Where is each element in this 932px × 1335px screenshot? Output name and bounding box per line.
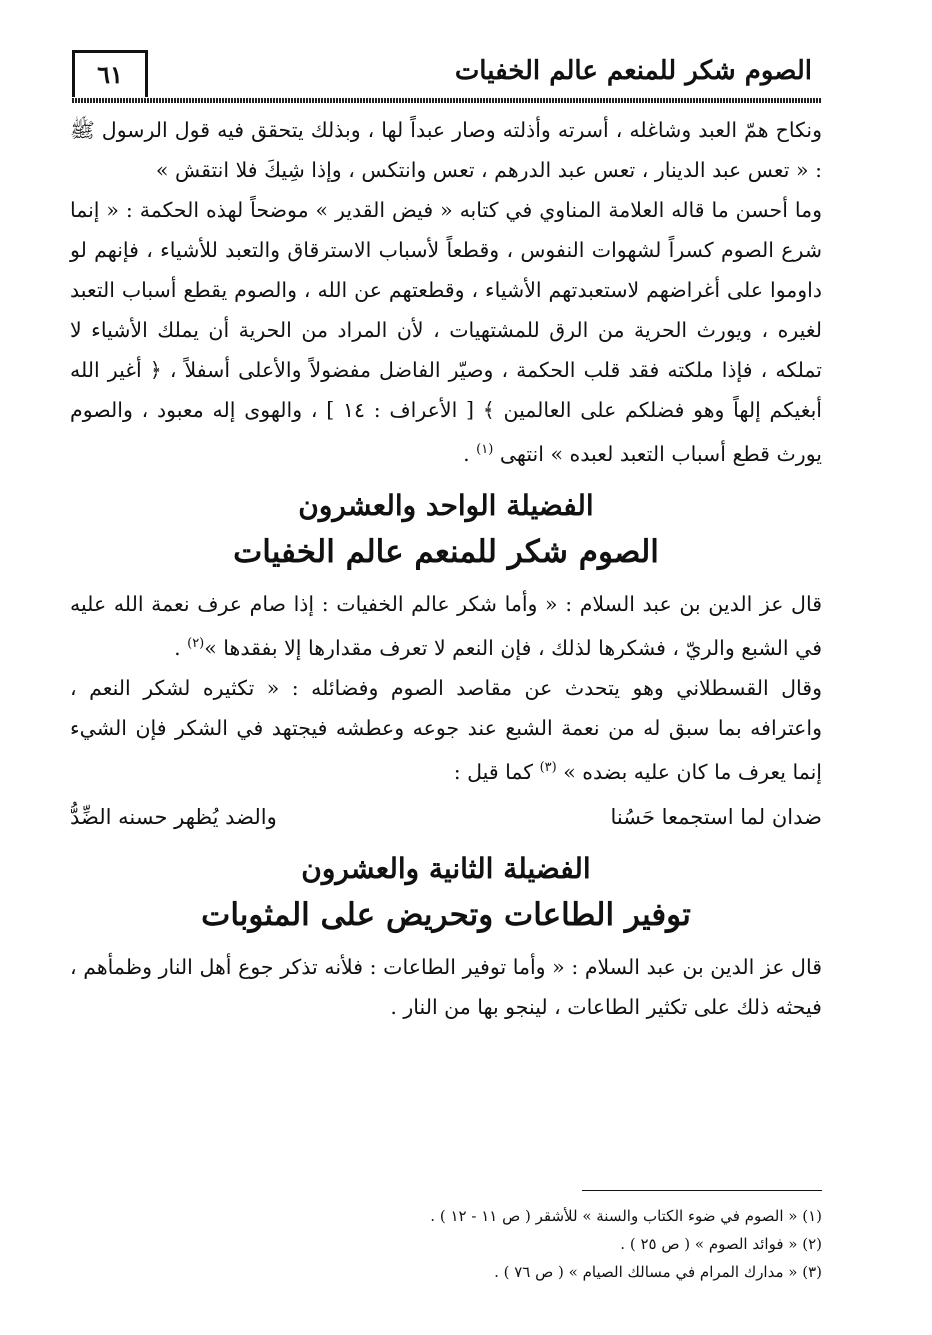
footnote-3: (٣) « مدارك المرام في مسالك الصيام » ( ص ٧٦ ) .	[494, 1263, 822, 1281]
paragraph-3-end: .	[174, 635, 188, 660]
poem-first-hemistich: ضدان لما استجمعا حَسُنا	[610, 805, 822, 830]
footnote-ref-3: (٣)	[539, 759, 557, 775]
footnote-1: (١) « الصوم في ضوء الكتاب والسنة » للأشقر ( ص ١١ - ١٢ ) .	[430, 1207, 822, 1225]
paragraph-4-text: وقال القسطلاني وهو يتحدث عن مقاصد الصوم وفضائله : « تكثيره لشكر النعم ، واعترافه بما سبق له من نعمة الشبع عند جوعه وعطشه فيجتهد في الشكر فإن الشيء إنما يعرف ما كان عليه بضده »	[70, 675, 822, 784]
footnote-ref-1: (١)	[476, 442, 494, 457]
book-page	[62, 30, 822, 1320]
page-body	[70, 110, 822, 1027]
running-title: الصوم شكر للمنعم عالم الخفيات	[454, 56, 812, 86]
header-divider	[72, 98, 822, 103]
footnote-divider	[582, 1190, 822, 1191]
section-title-22: توفير الطاعات وتحريض على المثوبات	[201, 897, 691, 934]
footnote-ref-2: (٢)	[187, 635, 205, 651]
poem-second-hemistich: والضد يُظهر حسنه الضِّدُّ	[70, 805, 277, 830]
paragraph-3	[70, 584, 822, 668]
paragraph-4-end: كما قيل :	[453, 759, 540, 784]
page-number: ٦١	[72, 50, 148, 97]
paragraph-4	[70, 668, 822, 792]
paragraph-2-text: وما أحسن ما قاله العلامة المناوي في كتابه « فيض القدير » موضحاً لهذه الحكمة : « إنما شرع الصوم كسراً لشهوات النفوس ، وقطعاً لأسباب الاسترقاق والتعبد للأشياء ، فإنهم لو داوموا على أغراضهم لاستعبدتهم الأشياء ، وقطعتهم عن الله ، والصوم يقطع أسباب التعبد لغيره ، ويورث الحرية من الرق للمشتهيات ، لأن المراد من الحرية أن يملك الأشياء لا تملكه ، فإذا ملكته فقد قلب الحكمة ، وصيّر الفاضل مفضولاً والأعلى أسفلاً ، ﴿ أغير الله أبغيكم إلهاً وهو فضلكم على العالمين ﴾ [ الأعراف : ١٤ ] ، والهوى إله معبود ، والصوم يورث قطع أسباب التعبد لعبده » انتهى	[70, 198, 822, 466]
paragraph-3-text: قال عز الدين بن عبد السلام : « وأما شكر عالم الخفيات : إذا صام عرف نعمة الله عليه في الشبع والريّ ، فشكرها لذلك ، فإن النعم لا تعرف مقدارها إلا بفقدها »	[70, 591, 822, 660]
page-header	[62, 40, 822, 96]
footnote-2: (٢) « فوائد الصوم » ( ص ٢٥ ) .	[620, 1235, 822, 1253]
section-title-21: الصوم شكر للمنعم عالم الخفيات	[233, 533, 659, 570]
poem-verse	[70, 797, 822, 837]
section-heading-22: الفضيلة الثانية والعشرون	[301, 852, 591, 886]
paragraph-5: قال عز الدين بن عبد السلام : « وأما توفير الطاعات : فلأنه تذكر جوع أهل النار وظمأهم ، فيحثه ذلك على تكثير الطاعات ، لينجو بها من النار .	[70, 955, 822, 1020]
paragraph-1: ونكاح همّ العبد وشاغله ، أسرته وأذلته وصار عبداً لها ، وبذلك يتحقق فيه قول الرسول ﷺ : « تعس عبد الدينار ، تعس عبد الدرهم ، تعس وانتكس ، وإذا شِيكَ فلا انتقش »	[70, 118, 822, 182]
paragraph-2-end: .	[463, 441, 477, 466]
paragraph-2	[70, 190, 822, 474]
section-heading-21: الفضيلة الواحد والعشرون	[298, 488, 594, 522]
footnotes	[262, 1202, 822, 1286]
